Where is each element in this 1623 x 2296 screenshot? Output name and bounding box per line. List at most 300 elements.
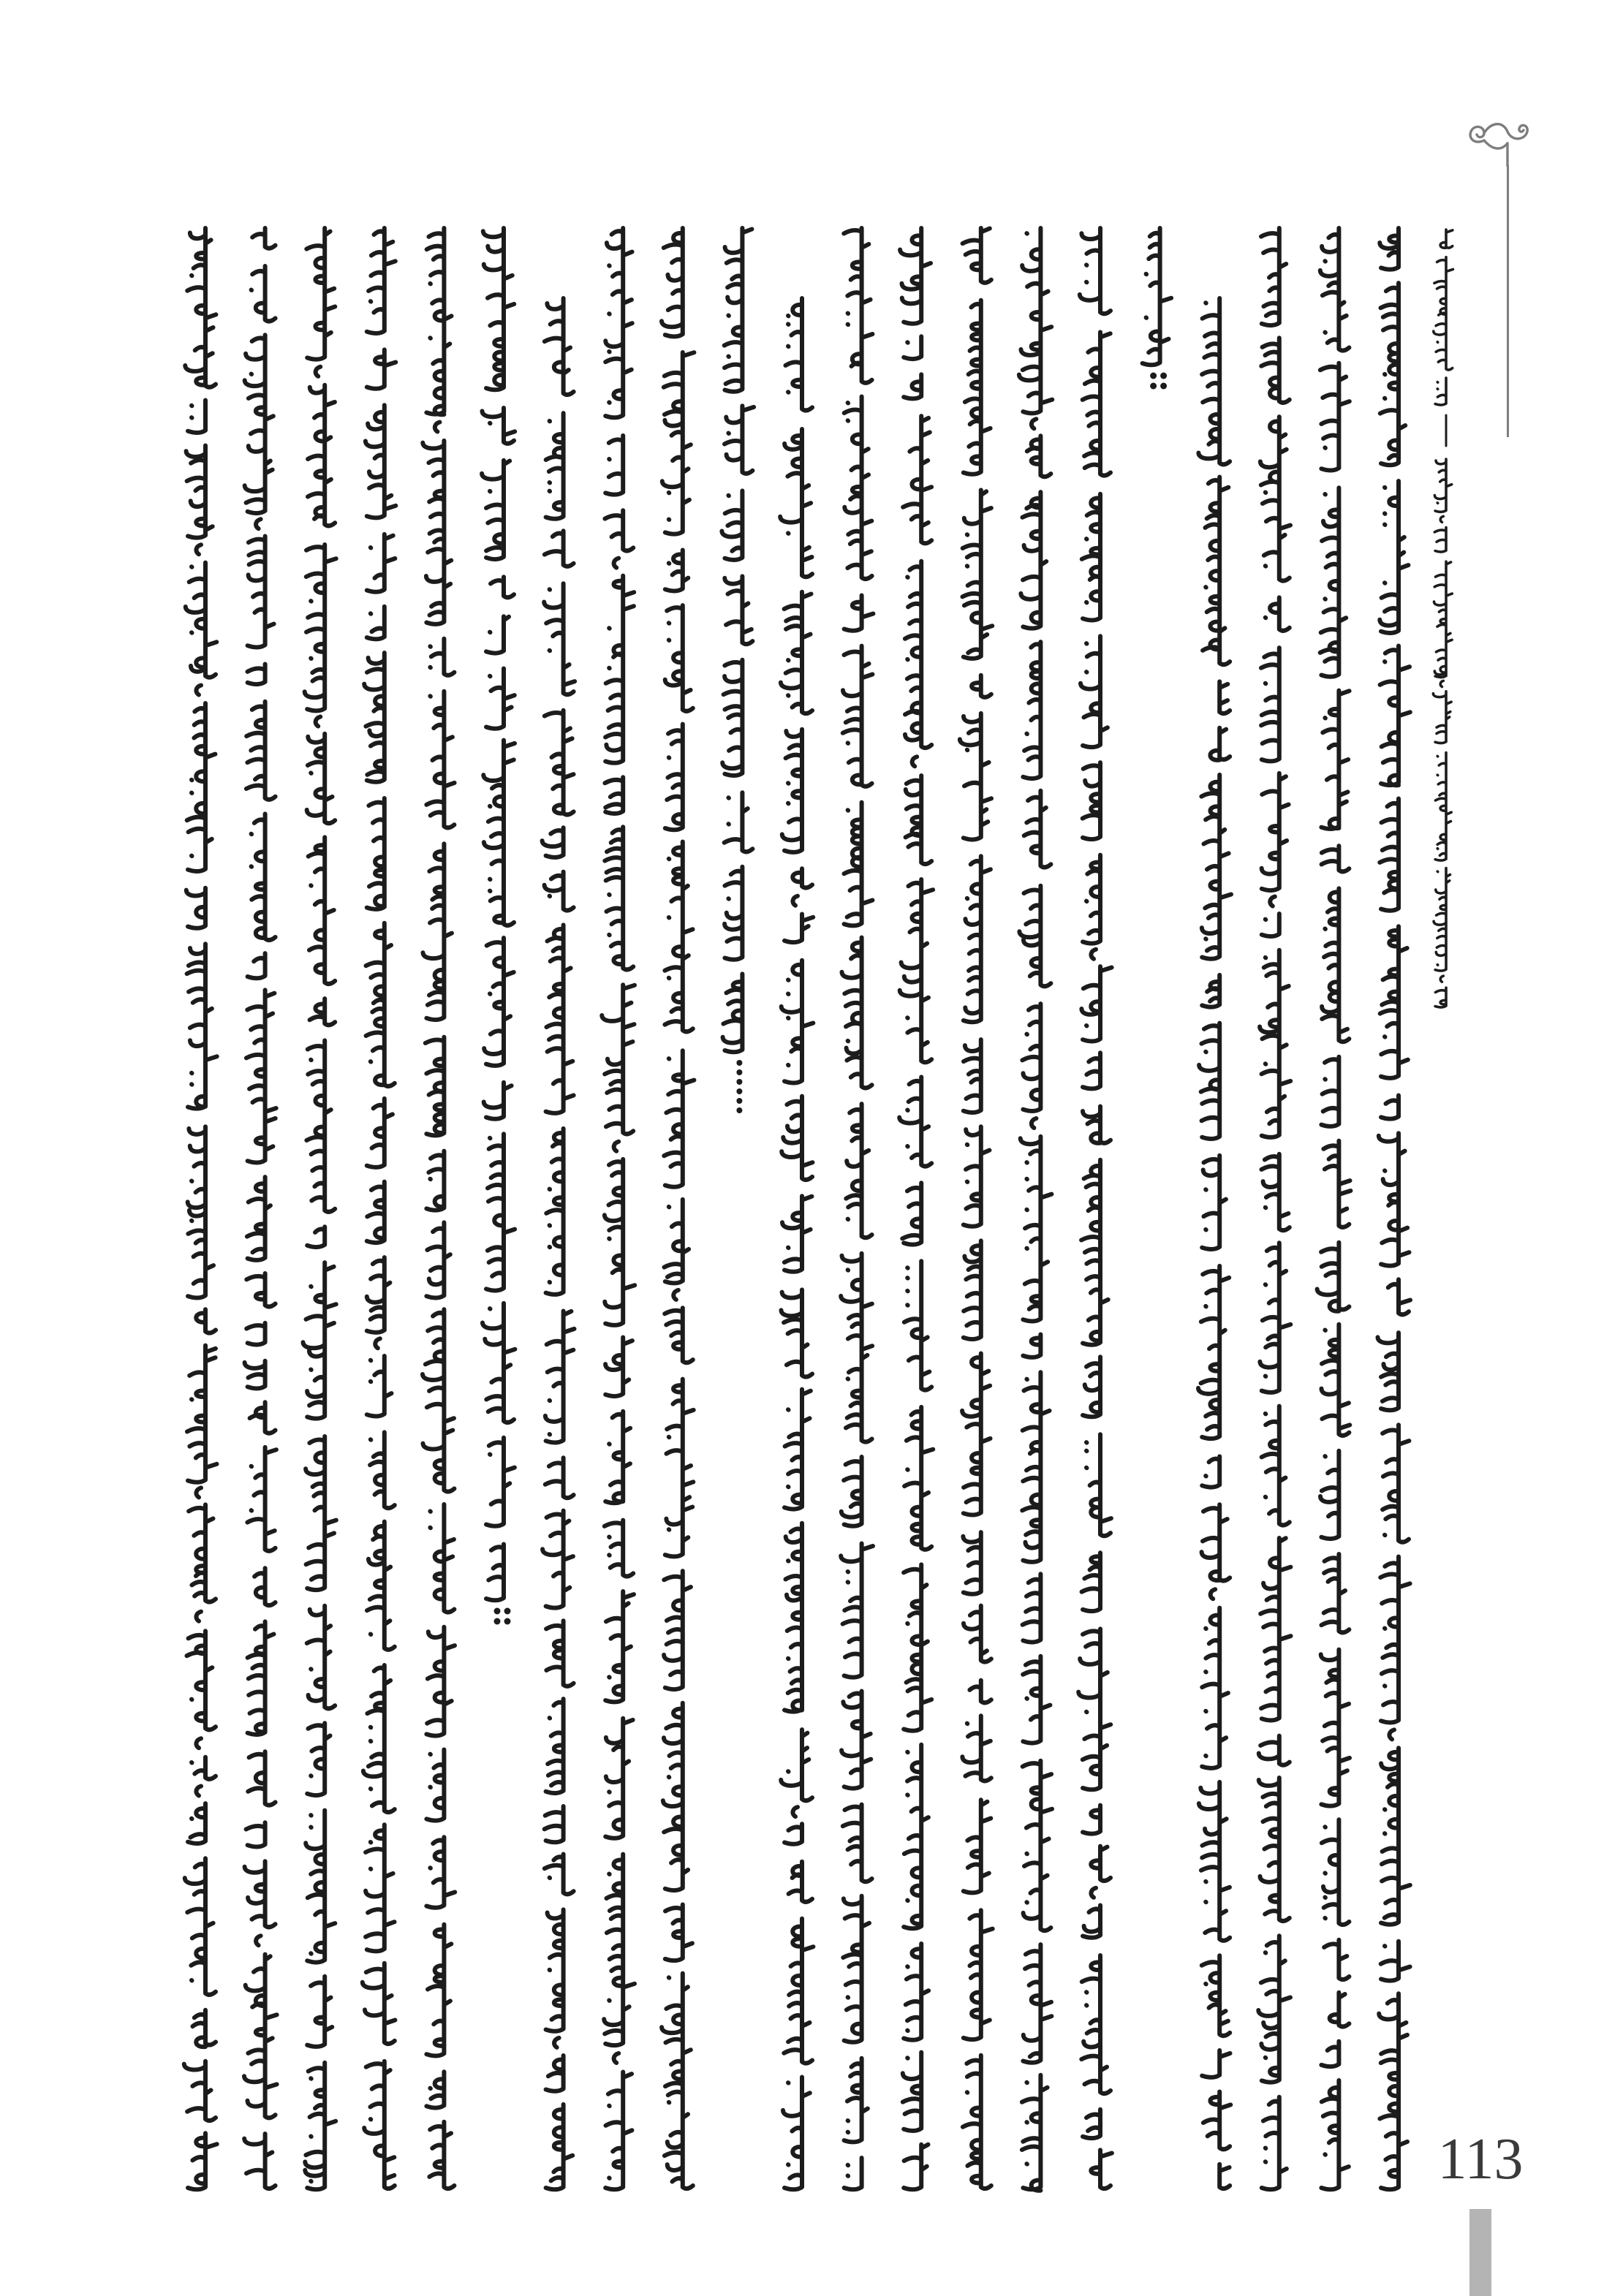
script-word	[1322, 1819, 1350, 1925]
comma-mark	[673, 1290, 678, 1300]
script-word	[307, 1977, 332, 2047]
script-word	[426, 228, 451, 414]
text-column	[1378, 228, 1411, 2189]
script-word	[306, 1436, 336, 1590]
script-word	[1261, 648, 1279, 761]
script-word	[605, 1412, 630, 1503]
comma-mark	[196, 1738, 201, 1748]
script-word	[843, 1805, 872, 1882]
text-column	[1143, 228, 1172, 390]
text-column	[1078, 228, 1112, 2189]
script-word	[1027, 436, 1051, 477]
mark-dot	[736, 1098, 742, 1104]
script-word	[306, 1040, 335, 1211]
text-column	[244, 228, 277, 2189]
script-word	[367, 1257, 390, 1333]
script-word	[482, 461, 510, 559]
script-word	[1434, 459, 1451, 512]
comma-mark	[614, 1142, 619, 1151]
comma-mark	[375, 1338, 380, 1348]
script-word	[1258, 1936, 1290, 2082]
script-word	[193, 2010, 216, 2047]
script-word	[367, 1099, 393, 1167]
script-word	[308, 385, 335, 526]
script-word	[604, 1854, 635, 2046]
script-word	[185, 228, 216, 387]
comma-mark	[256, 1936, 261, 1945]
script-word	[664, 1571, 691, 1689]
script-word	[665, 1379, 694, 1557]
script-word	[545, 1806, 564, 1842]
script-word	[1202, 1504, 1230, 1580]
ellipsis-mark	[736, 1060, 742, 1113]
script-word	[781, 1729, 812, 1800]
script-word	[186, 563, 216, 678]
script-word	[1260, 417, 1290, 580]
script-word	[1322, 1554, 1350, 1632]
script-word	[1022, 2075, 1048, 2191]
script-word	[426, 1627, 455, 1736]
mark-dot	[1160, 383, 1167, 390]
script-word	[1381, 1941, 1410, 1981]
script-word	[784, 1919, 813, 2064]
script-word	[846, 1104, 871, 1238]
mark-dot	[1150, 373, 1157, 379]
script-word	[483, 408, 515, 444]
script-word	[1324, 1940, 1349, 1979]
script-word	[969, 1681, 991, 1703]
script-word	[1261, 228, 1286, 325]
mark-dot	[494, 1618, 501, 1625]
script-word	[1091, 2150, 1112, 2189]
script-word	[664, 1050, 694, 1187]
script-word	[1322, 1325, 1350, 1436]
script-word	[187, 1631, 216, 1729]
script-word	[904, 1261, 931, 1390]
script-word	[1083, 1806, 1100, 1834]
script-word	[904, 2145, 928, 2189]
comma-mark	[196, 1612, 201, 1621]
script-word	[1380, 228, 1399, 270]
script-word	[1202, 1955, 1230, 2036]
script-word	[186, 888, 205, 928]
script-word	[363, 1665, 395, 1812]
script-word	[1382, 1425, 1409, 1542]
script-word	[426, 1837, 455, 1908]
script-word	[248, 953, 265, 978]
script-word	[545, 1458, 574, 1498]
script-word	[426, 1750, 444, 1821]
script-word	[1380, 646, 1410, 786]
script-word	[1321, 1057, 1339, 1126]
script-word	[1019, 886, 1051, 986]
script-word	[784, 914, 813, 943]
script-word	[1260, 1243, 1290, 1393]
script-word	[187, 944, 217, 1108]
script-word	[1203, 2092, 1230, 2150]
mark-dot	[736, 1107, 742, 1113]
script-word	[544, 583, 575, 694]
script-word	[1262, 914, 1279, 936]
script-word	[364, 653, 385, 782]
script-word	[486, 1438, 515, 1526]
script-word	[246, 702, 276, 800]
script-word	[1082, 494, 1100, 621]
script-word	[1378, 1333, 1399, 1410]
script-word	[723, 974, 743, 1052]
text-column	[482, 228, 515, 1625]
script-word	[246, 1323, 265, 1345]
text-column	[602, 228, 635, 2189]
script-word	[186, 446, 213, 538]
script-word	[1021, 1137, 1052, 1322]
script-word	[662, 1974, 693, 2189]
script-word	[251, 814, 276, 940]
script-word	[429, 2122, 454, 2189]
script-word	[605, 2072, 632, 2190]
script-word	[483, 1303, 515, 1422]
script-word	[430, 1504, 454, 1613]
script-word	[782, 1196, 812, 1271]
script-word	[784, 1824, 802, 1844]
script-word	[964, 1126, 990, 1227]
script-word	[722, 490, 742, 560]
script-word	[972, 675, 991, 697]
script-word	[786, 298, 813, 410]
script-word	[900, 879, 933, 1062]
script-word	[784, 1523, 802, 1712]
script-word	[545, 531, 574, 566]
comma-mark	[196, 545, 201, 554]
script-word	[602, 985, 635, 1134]
comma-mark	[614, 2053, 619, 2063]
script-word	[484, 938, 514, 1066]
script-word	[725, 406, 754, 474]
script-word	[425, 1037, 444, 1136]
script-word	[1434, 868, 1450, 971]
script-word	[964, 1240, 981, 1339]
script-word	[605, 1159, 635, 1325]
script-word	[844, 596, 874, 631]
script-word	[1091, 1846, 1111, 1881]
script-word	[725, 228, 752, 392]
comma-mark	[1440, 516, 1443, 522]
script-word	[246, 990, 276, 1162]
script-word	[245, 1361, 265, 1389]
script-word	[1022, 1004, 1040, 1111]
script-word	[904, 1745, 928, 1928]
script-word	[545, 1854, 574, 1895]
script-word	[665, 605, 693, 711]
mark-dot	[736, 1079, 742, 1085]
script-word	[962, 1716, 991, 1781]
script-word	[189, 1504, 216, 1602]
script-word	[665, 1308, 693, 1363]
script-word	[665, 1200, 689, 1283]
script-word	[307, 1227, 325, 1247]
script-word	[1202, 2050, 1230, 2077]
script-word	[1022, 1372, 1049, 1562]
script-word	[187, 703, 216, 871]
script-word	[605, 1591, 634, 1702]
script-word	[1322, 888, 1349, 1042]
script-word	[1380, 926, 1408, 1078]
script-word	[1321, 2042, 1339, 2067]
script-word	[962, 1354, 990, 1515]
script-word	[1199, 1782, 1230, 1941]
script-word	[903, 2053, 921, 2131]
comma-mark	[256, 519, 261, 528]
script-word	[899, 1077, 931, 1166]
script-word	[1081, 1955, 1111, 2094]
mark-dot	[1150, 383, 1157, 390]
script-word	[781, 592, 812, 713]
script-word	[1435, 753, 1451, 861]
script-word	[1083, 1107, 1111, 1143]
script-word	[367, 607, 385, 640]
script-word	[1260, 950, 1290, 1137]
script-word	[307, 1606, 335, 1709]
text-column	[960, 228, 993, 2189]
script-word	[1320, 363, 1350, 471]
script-word	[665, 1905, 692, 1961]
script-word	[1379, 1133, 1410, 1265]
script-word	[960, 713, 991, 840]
script-word	[1202, 1156, 1226, 1249]
script-word	[844, 2058, 868, 2142]
script-word	[244, 2134, 275, 2189]
script-word	[905, 561, 931, 748]
script-word	[184, 2061, 216, 2121]
text-column	[1198, 298, 1231, 2189]
script-word	[665, 724, 683, 830]
script-word	[423, 441, 451, 624]
script-word	[1262, 1406, 1290, 1526]
script-word	[426, 1151, 444, 1210]
script-word	[1321, 2080, 1348, 2189]
script-word	[964, 300, 991, 474]
script-word	[605, 576, 634, 763]
script-word	[1202, 975, 1219, 1007]
script-word	[662, 352, 695, 534]
script-word	[841, 1544, 873, 1678]
script-word	[426, 1222, 450, 1297]
script-word	[426, 2072, 444, 2107]
script-word	[1021, 492, 1046, 629]
script-word	[1380, 1557, 1410, 1723]
script-word	[245, 1861, 276, 1927]
script-word	[250, 1402, 276, 1433]
script-word	[844, 2158, 862, 2189]
script-word	[1023, 1761, 1052, 1931]
text-column	[899, 228, 933, 2189]
script-word	[245, 335, 273, 513]
script-word	[423, 1309, 454, 1491]
script-word	[725, 576, 752, 644]
text-column	[184, 228, 217, 2189]
comma-mark	[554, 2038, 559, 2047]
script-word	[252, 228, 275, 249]
script-word	[844, 397, 872, 579]
script-word	[1083, 1357, 1100, 1417]
script-word	[367, 798, 385, 909]
script-word	[900, 228, 931, 324]
script-word	[486, 616, 509, 653]
script-word	[366, 1825, 394, 1951]
script-word	[1262, 1154, 1290, 1230]
script-word	[251, 266, 276, 321]
script-word	[605, 1719, 632, 1838]
script-word	[1023, 1335, 1040, 1357]
script-word	[842, 938, 872, 1088]
script-word	[306, 1811, 335, 1963]
script-word	[486, 1545, 504, 1601]
script-word	[1019, 228, 1052, 413]
script-word	[1381, 1748, 1410, 1925]
paragraph-end-mark	[1150, 373, 1167, 390]
script-word	[1434, 257, 1453, 370]
script-word	[363, 1963, 396, 2044]
script-word	[1320, 1451, 1339, 1539]
script-word	[662, 228, 683, 336]
script-word	[784, 1390, 811, 1509]
script-word	[366, 923, 395, 1086]
comma-mark	[912, 757, 918, 766]
script-word	[367, 1356, 392, 1416]
script-word	[844, 228, 872, 383]
comma-mark	[614, 558, 619, 568]
script-word	[1081, 1160, 1108, 1345]
script-word	[783, 2077, 810, 2190]
comma-mark	[316, 367, 321, 376]
text-column	[841, 228, 873, 2189]
script-word	[782, 961, 814, 1083]
comma-mark	[792, 1807, 798, 1816]
script-word	[1219, 681, 1230, 713]
script-word	[546, 1129, 564, 1295]
page-number: 113	[1437, 2127, 1524, 2191]
mark-dot	[736, 1088, 742, 1094]
script-word	[483, 740, 515, 925]
script-word	[1210, 728, 1230, 760]
script-word	[1080, 228, 1111, 314]
script-word	[843, 1896, 869, 2042]
script-word	[246, 1822, 265, 1846]
script-word	[1023, 1574, 1041, 1642]
script-word	[605, 777, 623, 814]
script-word	[1320, 228, 1350, 351]
script-word	[247, 1177, 270, 1260]
script-word	[963, 490, 993, 658]
script-word	[665, 550, 689, 591]
comma-mark	[196, 1488, 201, 1497]
script-word	[841, 1457, 862, 1526]
script-word	[964, 856, 991, 1022]
script-word	[188, 1126, 213, 1297]
script-word	[491, 577, 514, 597]
script-word	[309, 837, 336, 984]
script-word	[1024, 791, 1051, 868]
script-word	[1435, 988, 1446, 1007]
script-word	[310, 999, 336, 1025]
script-word	[545, 872, 574, 911]
script-word	[426, 1925, 451, 2056]
script-word	[782, 1289, 813, 1376]
script-word	[725, 867, 742, 960]
script-word	[663, 1703, 688, 1890]
mark-dot	[1160, 373, 1167, 379]
script-word	[426, 692, 454, 828]
script-word	[1266, 597, 1290, 630]
script-word	[188, 2133, 217, 2189]
script-word	[902, 1183, 921, 1244]
mark-dot	[504, 1608, 511, 1615]
script-word	[545, 1311, 575, 1443]
script-word	[1261, 338, 1290, 403]
script-word	[1259, 1778, 1290, 1921]
script-word	[1083, 1906, 1100, 1938]
text-column	[303, 228, 336, 2189]
text-column	[542, 298, 575, 2189]
script-word	[963, 2056, 991, 2189]
mark-dot	[736, 1069, 742, 1075]
script-word	[1082, 1553, 1100, 1611]
script-word	[430, 639, 454, 675]
script-word	[1322, 846, 1350, 871]
script-word	[1262, 2097, 1287, 2190]
script-word	[963, 1532, 980, 1594]
comma-mark	[1440, 681, 1443, 686]
script-word	[1198, 1266, 1229, 1439]
running-header	[1433, 230, 1453, 1007]
script-word	[1023, 1944, 1051, 2063]
script-word	[248, 664, 265, 685]
script-word	[188, 1803, 205, 1844]
script-word	[367, 1522, 395, 1650]
script-word	[1201, 775, 1231, 959]
script-word	[483, 228, 514, 390]
paragraph-end-mark	[494, 1608, 511, 1625]
script-word	[546, 1621, 574, 1686]
script-word	[844, 803, 873, 926]
script-word	[1083, 332, 1111, 475]
script-word	[1023, 642, 1040, 778]
script-word	[244, 1955, 277, 2118]
script-word	[1199, 1023, 1219, 1139]
script-word	[1433, 692, 1451, 743]
script-word	[1321, 1650, 1350, 1806]
script-word	[248, 537, 274, 648]
text-column	[722, 228, 754, 1113]
script-word	[1259, 1736, 1290, 1765]
script-word	[964, 1910, 993, 2039]
script-word	[906, 776, 932, 864]
script-word	[307, 1723, 330, 1795]
script-word	[605, 228, 632, 417]
script-word	[605, 510, 633, 550]
mark-dot	[494, 1608, 501, 1615]
script-word	[367, 1182, 385, 1243]
script-word	[542, 1511, 573, 1608]
script-word	[254, 1568, 276, 1605]
mark-dot	[504, 1618, 511, 1625]
script-word	[665, 842, 692, 1032]
script-word	[1440, 230, 1453, 248]
comma-mark	[1091, 1888, 1096, 1898]
script-word	[546, 1909, 564, 2031]
script-word	[782, 730, 802, 852]
comma-mark	[435, 423, 440, 432]
